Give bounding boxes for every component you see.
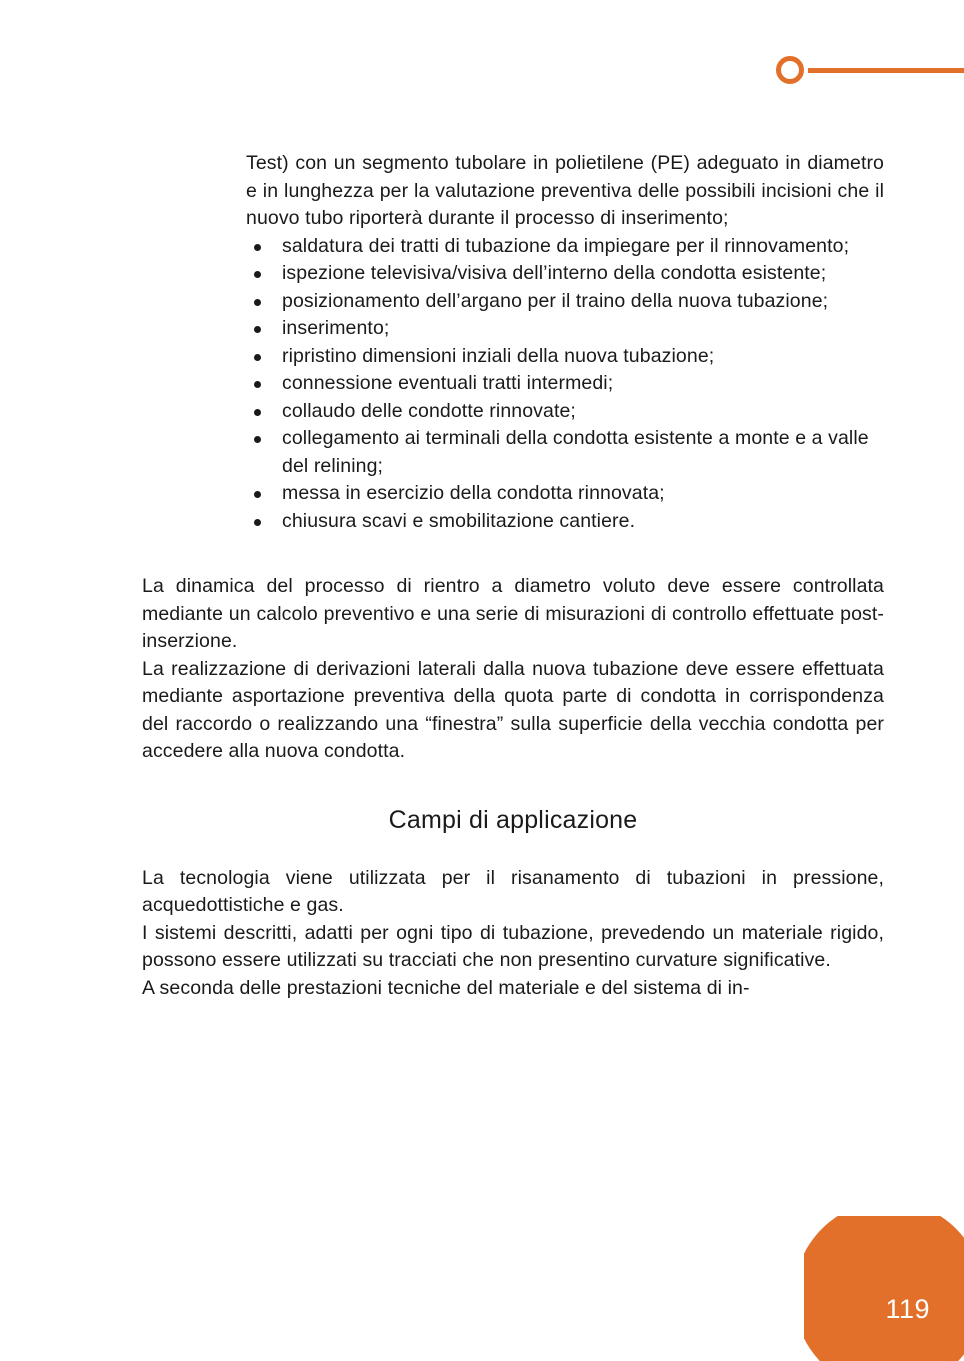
list-item (246, 370, 884, 398)
bullet-dot-icon (254, 354, 261, 361)
paragraph-dinamica: La dinamica del processo di rientro a diametro voluto deve essere controllata mediante un calcolo preventivo e una serie di misurazioni di controllo effettuate post-inserzione. (142, 575, 884, 652)
list-item-label: collaudo delle condotte rinnovate; (282, 399, 576, 422)
list-item-label: collegamento ai terminali della condotta esistente a monte e a valle del relining; (282, 427, 869, 477)
list-item-label: saldatura dei tratti di tubazione da impiegare per il rinnovamento; (282, 234, 850, 257)
page-number-label: 119 (885, 1294, 930, 1324)
bullet-dot-icon (254, 244, 261, 251)
list-item-label: posizionamento dell’argano per il traino della nuova tubazione; (282, 289, 829, 312)
indented-list-block (246, 150, 884, 535)
list-item-label: connessione eventuali tratti intermedi; (282, 372, 614, 394)
header-decoration (770, 52, 964, 92)
horizontal-rule (808, 68, 964, 73)
list-item (246, 425, 884, 480)
bullet-dot-icon (254, 436, 261, 443)
page-number-badge (804, 1216, 964, 1361)
paragraph-prestazioni: A seconda delle prestazioni tecniche del materiale e del sistema di in- (142, 976, 750, 999)
paragraph-tecnologia: La tecnologia viene utilizzata per il risanamento di tubazioni in pressione, acquedottistiche e gas. (142, 866, 884, 916)
list-item (246, 508, 884, 536)
paragraph-sistemi: I sistemi descritti, adatti per ogni tipo di tubazione, prevedendo un materiale rigido, possono essere utilizzati su tracciati che non presentino curvature significative. (142, 921, 884, 971)
bullet-dot-icon (254, 271, 261, 278)
list-item (246, 343, 884, 371)
bullet-dot-icon (254, 409, 261, 416)
list-item-label: chiusura scavi e smobilitazione cantiere. (282, 509, 636, 532)
page-content (142, 150, 884, 1002)
section-heading: Campi di applicazione (388, 805, 638, 834)
list-item-label: messa in esercizio della condotta rinnovata; (282, 482, 665, 504)
list-item (246, 233, 884, 261)
bullet-dot-icon (254, 491, 261, 498)
bullet-dot-icon (254, 299, 261, 306)
bullet-dot-icon (254, 381, 261, 388)
circle-icon (776, 56, 804, 84)
list-item (246, 260, 884, 288)
list-item-label: ripristino dimensioni inziali della nuova tubazione; (282, 344, 715, 367)
list-item-label: inserimento; (282, 317, 390, 339)
paragraph-derivazioni: La realizzazione di derivazioni laterali dalla nuova tubazione deve essere effettuata mediante asportazione preventiva della quota parte di condotta in corrispondenza del raccordo o realizzando una “finestra” sulla superficie della vecchia condotta per accedere alla nuova condotta. (142, 657, 884, 762)
list-item (246, 480, 884, 508)
list-item (246, 398, 884, 426)
page-number-circle (804, 1216, 964, 1361)
bullet-list (246, 233, 884, 536)
list-item-label: ispezione televisiva/visiva dell’interno della condotta esistente; (282, 262, 827, 284)
list-item (246, 315, 884, 343)
list-item (246, 288, 884, 316)
intro-paragraph: Test) con un segmento tubolare in polietilene (PE) adeguato in diametro e in lunghezza per la valutazione preventiva delle possibili incisioni che il nuovo tubo riporterà durante il processo di inserimento; (246, 152, 884, 229)
bullet-dot-icon (254, 326, 261, 333)
bullet-dot-icon (254, 519, 261, 526)
